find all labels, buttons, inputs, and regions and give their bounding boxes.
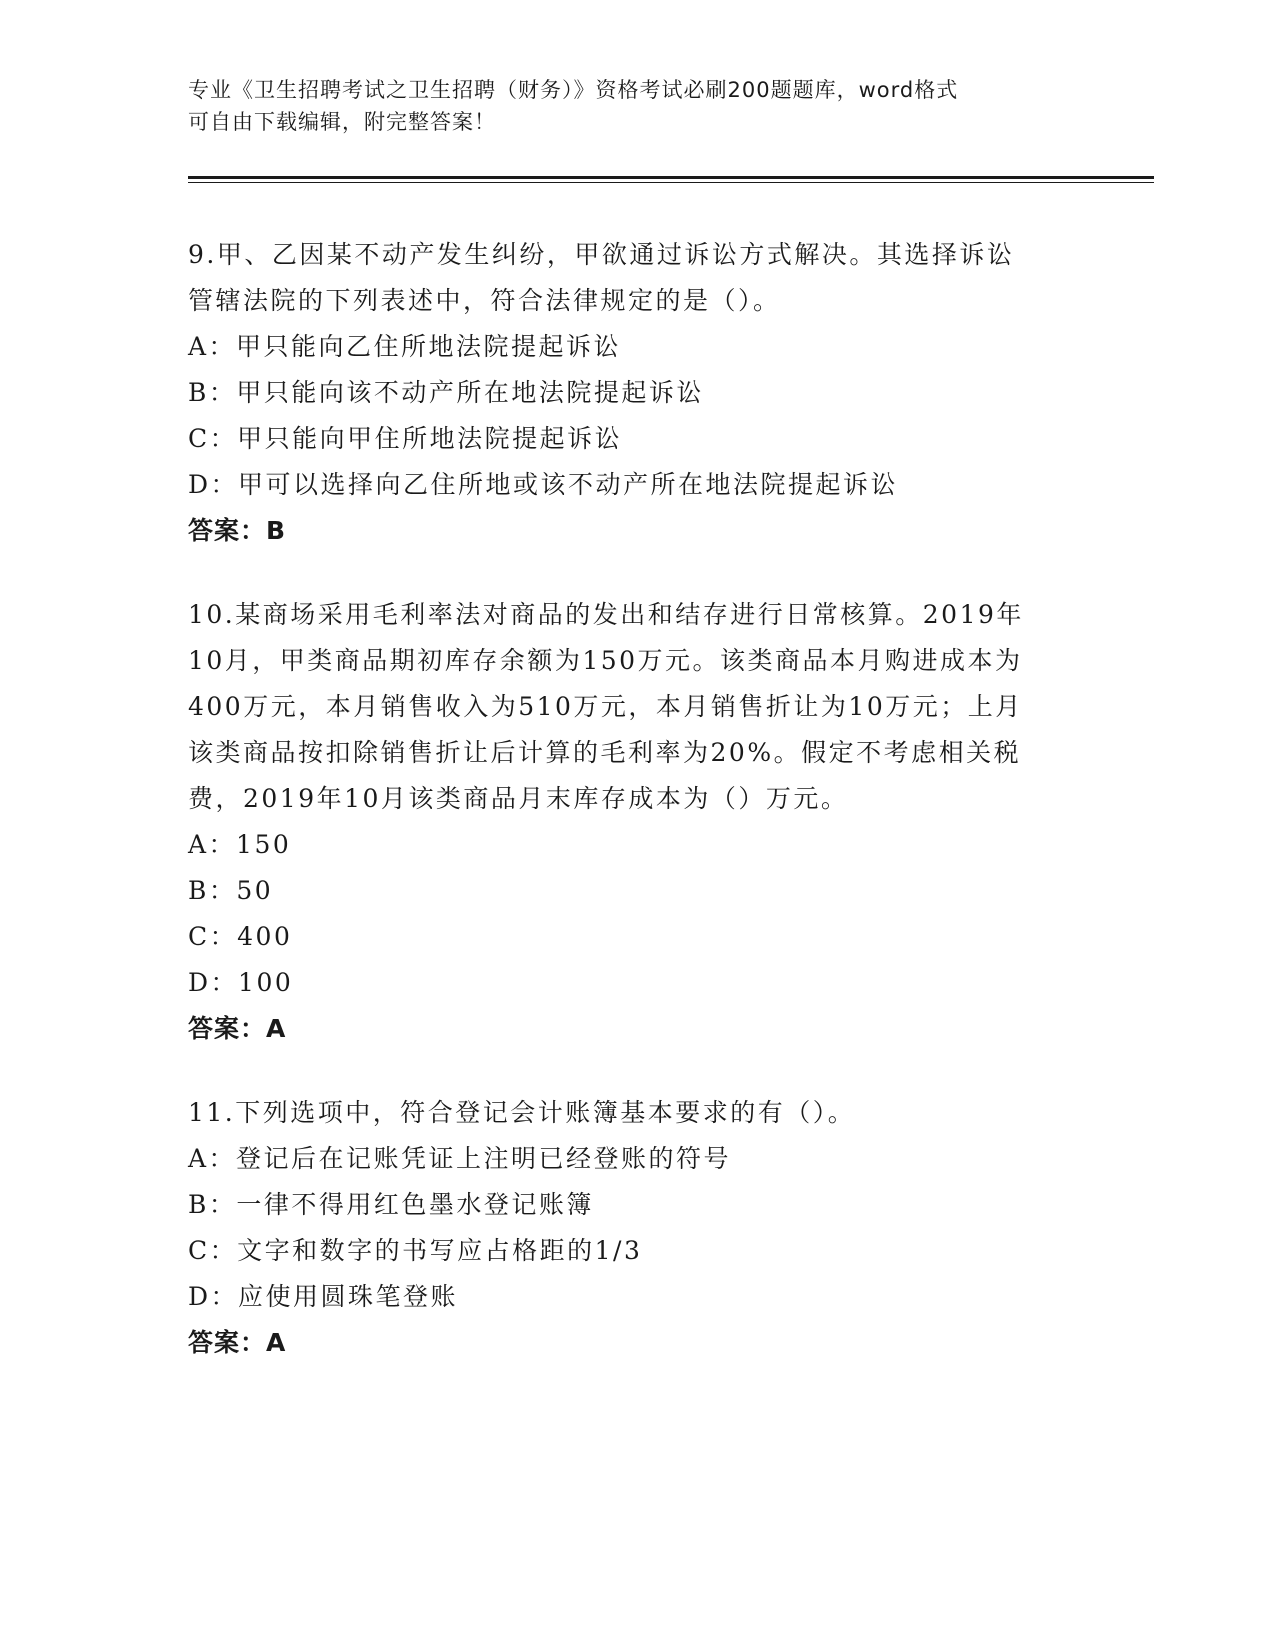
question-stem-line: 400万元，本月销售收入为510万元，本月销售折让为10万元；上月 xyxy=(188,692,1023,721)
question-stem-line: 11.下列选项中，符合登记会计账簿基本要求的有（）。 xyxy=(188,1098,856,1127)
question-stem-line: 管辖法院的下列表述中，符合法律规定的是（）。 xyxy=(188,286,781,315)
header-divider-thick xyxy=(188,176,1154,179)
question-list xyxy=(188,232,1088,1404)
option-c: C：400 xyxy=(188,922,293,951)
option-c: C：文字和数字的书写应占格距的1/3 xyxy=(188,1236,643,1265)
answer-label: 答案：B xyxy=(188,516,287,545)
header-divider-thin xyxy=(188,182,1154,183)
document-header xyxy=(188,74,1088,138)
question-stem-line: 10.某商场采用毛利率法对商品的发出和结存进行日常核算。2019年 xyxy=(188,600,1024,629)
option-d: D：应使用圆珠笔登账 xyxy=(188,1282,459,1311)
option-a: A：甲只能向乙住所地法院提起诉讼 xyxy=(188,332,622,361)
question-9 xyxy=(188,232,1088,554)
header-line: 可自由下载编辑，附完整答案！ xyxy=(188,110,496,134)
option-d: D：100 xyxy=(188,968,294,997)
answer-label: 答案：A xyxy=(188,1014,287,1043)
option-d: D：甲可以选择向乙住所地或该不动产所在地法院提起诉讼 xyxy=(188,470,899,499)
question-stem-line: 9.甲、乙因某不动产发生纠纷，甲欲通过诉讼方式解决。其选择诉讼 xyxy=(188,240,1015,269)
option-a: A：150 xyxy=(188,830,292,859)
question-10 xyxy=(188,592,1088,1052)
question-stem-line: 10月，甲类商品期初库存余额为150万元。该类商品本月购进成本为 xyxy=(188,646,1023,675)
header-line: 专业《卫生招聘考试之卫生招聘（财务）》资格考试必刷200题题库，word格式 xyxy=(188,78,959,102)
option-b: B：50 xyxy=(188,876,274,905)
answer-label: 答案：A xyxy=(188,1328,287,1357)
option-b: B：甲只能向该不动产所在地法院提起诉讼 xyxy=(188,378,704,407)
question-stem-line: 费，2019年10月该类商品月末库存成本为（）万元。 xyxy=(188,784,849,813)
question-stem-line: 该类商品按扣除销售折让后计算的毛利率为20%。假定不考虑相关税 xyxy=(188,738,1022,767)
option-c: C：甲只能向甲住所地法院提起诉讼 xyxy=(188,424,623,453)
option-b: B：一律不得用红色墨水登记账簿 xyxy=(188,1190,594,1219)
question-11 xyxy=(188,1090,1088,1366)
option-a: A：登记后在记账凭证上注明已经登账的符号 xyxy=(188,1144,732,1173)
